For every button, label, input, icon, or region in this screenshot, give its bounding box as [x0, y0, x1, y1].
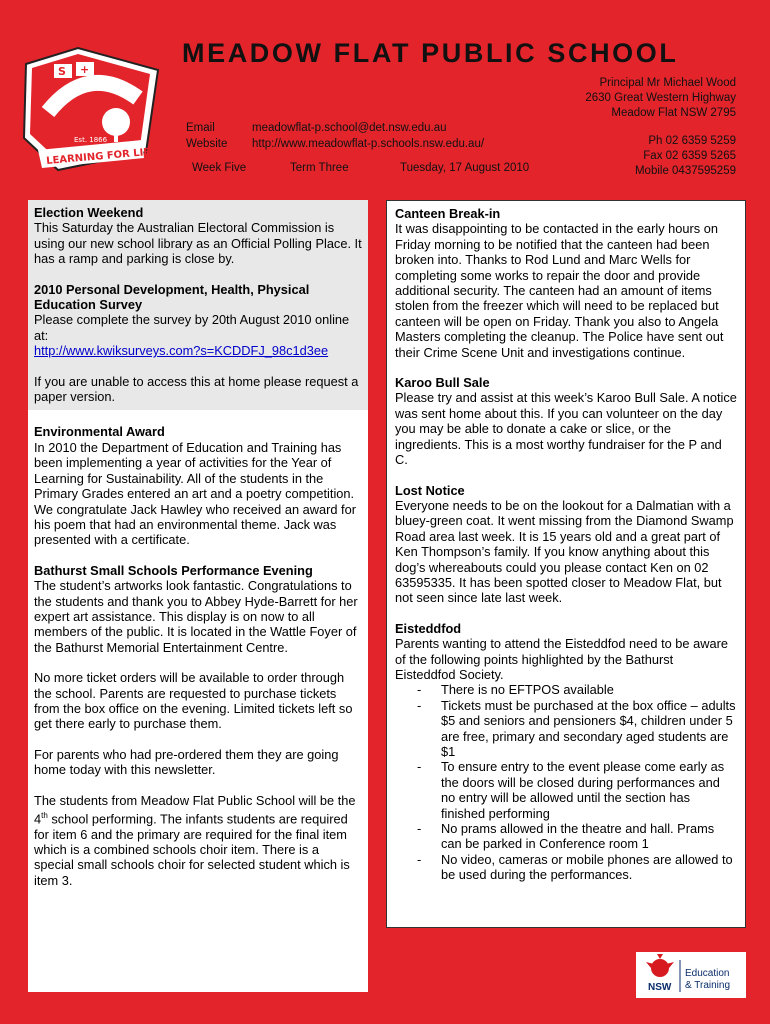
- article-title: Karoo Bull Sale: [395, 375, 490, 391]
- email-label: Email: [186, 122, 215, 134]
- website-label: Website: [186, 138, 228, 150]
- article-body: Everyone needs to be on the lookout for a Dalmatian with a bluey-green coat. It went missing from the Diamond Swamp Road area last week. It is 15 years old and a great part of Ken Thompson’s family. If you know anything about this dog’s whereabouts could you please contact Ken on 02 63595335. It has been spotted closer to Meadow Flat, but not seen since late last week.: [395, 497, 734, 606]
- shaded-notices: [28, 200, 368, 410]
- article-canteen: [395, 206, 737, 360]
- article-body: Please complete the survey by 20th August 2010 online at: http://www.kwiksurveys.com?s=KCDDFJ_98c1d3ee: [34, 312, 350, 359]
- phone: Ph 02 6359 5259: [648, 135, 736, 147]
- issue-term: Term Three: [290, 162, 349, 174]
- article-body: If you are unable to access this at home please request a paper version.: [34, 373, 359, 405]
- crest-motto: LEARNING FOR LIFE: [45, 146, 158, 167]
- svg-text:Est. 1866: Est. 1866: [74, 136, 108, 144]
- logo-training: & Training: [685, 980, 731, 991]
- phone-numbers: [635, 134, 736, 179]
- issue-date: Tuesday, 17 August 2010: [400, 162, 530, 174]
- school-title: MEADOW FLAT PUBLIC SCHOOL: [182, 38, 679, 68]
- article-title: Election Weekend: [34, 205, 144, 220]
- survey-link[interactable]: http://www.kwiksurveys.com?s=KCDDFJ_98c1d3ee: [34, 343, 329, 359]
- waratah-icon: [636, 952, 746, 998]
- article-eisteddfod: [395, 621, 737, 883]
- nsw-wordmark: NSW: [648, 982, 672, 993]
- school-crest-logo: [18, 42, 166, 174]
- issue-week: Week Five: [192, 162, 247, 174]
- email-address[interactable]: meadowflat-p.school@det.nsw.edu.au: [252, 122, 447, 134]
- article-body: This Saturday the Australian Electoral Commission is using our new school library as an Official Polling Place. It has a ramp and parking is close by.: [34, 220, 362, 267]
- list-item: - Tickets must be purchased at the box office – adults $5 and seniors and pensioners $4, children under 5 are free, primary and secondary aged students are $1: [417, 698, 737, 760]
- left-column: [28, 200, 368, 992]
- article-title: Bathurst Small Schools Performance Evening: [34, 562, 313, 578]
- article-body: It was disappointing to be contacted in the early hours on Friday morning to be notified that the canteen had been broken into. Thanks to Rod Lund and Marc Wells for completing some works to repair the door and provide additional security. The canteen had an amount of items stolen from the freezer which will need to be replaced but canteen will be open on Friday. Thank you also to Angela Masters completing the cleanup. The Police have sent out their Crime Scene Unit and investigations continue.: [395, 221, 724, 360]
- article-environment: [34, 424, 362, 547]
- article-election: [34, 205, 362, 267]
- mobile: Mobile 0437595259: [634, 165, 736, 177]
- article-bathurst: [34, 563, 362, 889]
- article-title: Canteen Break-in: [395, 206, 501, 221]
- article-title: 2010 Personal Development, Health, Physical Education Survey: [34, 281, 310, 313]
- article-survey: [34, 282, 362, 405]
- article-body: Parents wanting to attend the Eisteddfod need to be aware of the following points highlighted by the Bathurst Eisteddfod Society.: [395, 636, 728, 682]
- article-body: Please try and assist at this week’s Karoo Bull Sale. A notice was sent home about this. If you can volunteer on the day you may be able to donate a cake or slice, or the ingredients. This is a most worthy fundraiser for the P and C.: [395, 390, 737, 468]
- newsletter-header: [0, 0, 770, 200]
- article-body: No more ticket orders will be available to order through the school. Parents are requested to purchase tickets from the box office on the evening. Limited tickets left so get there early to purchase them.: [34, 670, 353, 732]
- list-item: - There is no EFTPOS available: [417, 682, 737, 697]
- eisteddfod-points: [395, 682, 737, 882]
- contact-details: [186, 120, 484, 152]
- list-item: - No prams allowed in the theatre and hall. Prams can be parked in Conference room 1: [417, 821, 737, 852]
- principal-address: Principal Mr Michael Wood 2630 Great Western Highway Meadow Flat NSW 2795: [585, 77, 736, 119]
- article-body: For parents who had pre-ordered them they are going home today with this newsletter.: [34, 746, 339, 778]
- website-url[interactable]: http://www.meadowflat-p.schools.nsw.edu.au/: [252, 138, 485, 150]
- article-body: The student’s artworks look fantastic. Congratulations to the students and thank you to Abbey Hyde-Barrett for her expert art assistance. This display is on now to all members of the public. It is located in the Wattle Foyer of the Bathurst Memorial Entertainment Centre.: [34, 578, 358, 655]
- logo-education: Education: [685, 968, 730, 979]
- fax: Fax 02 6359 5265: [643, 150, 736, 162]
- svg-text:S: S: [58, 65, 66, 78]
- article-body: In 2010 the Department of Education and Training has been implementing a year of activities for the Year of Learning for Sustainability. All of the students in the Primary Grades entered an art and a poetry competition. We congratulate Jack Hawley who received an award for his poem that had an environmental theme. Jack was presented with a certificate.: [34, 439, 356, 548]
- right-column: [386, 200, 746, 928]
- nsw-education-logo: [636, 952, 746, 998]
- svg-text:+: +: [80, 63, 90, 76]
- article-karoo: [395, 375, 737, 467]
- list-item: - No video, cameras or mobile phones are allowed to be used during the performances.: [417, 852, 737, 883]
- article-lost: [395, 483, 737, 606]
- article-title: Environmental Award: [34, 424, 165, 440]
- list-item: - To ensure entry to the event please come early as the doors will be closed during performances and no entry will be allowed until the section has finished performing: [417, 759, 737, 821]
- article-body: The students from Meadow Flat Public School will be the 4th school performing. The infants students are required for item 6 and the primary are required for the final item which is a combined schools choir item. There is a special small schools choir for selected student which is item 3.: [34, 792, 356, 888]
- article-title: Lost Notice: [395, 482, 465, 498]
- article-title: Eisteddfod: [395, 620, 462, 636]
